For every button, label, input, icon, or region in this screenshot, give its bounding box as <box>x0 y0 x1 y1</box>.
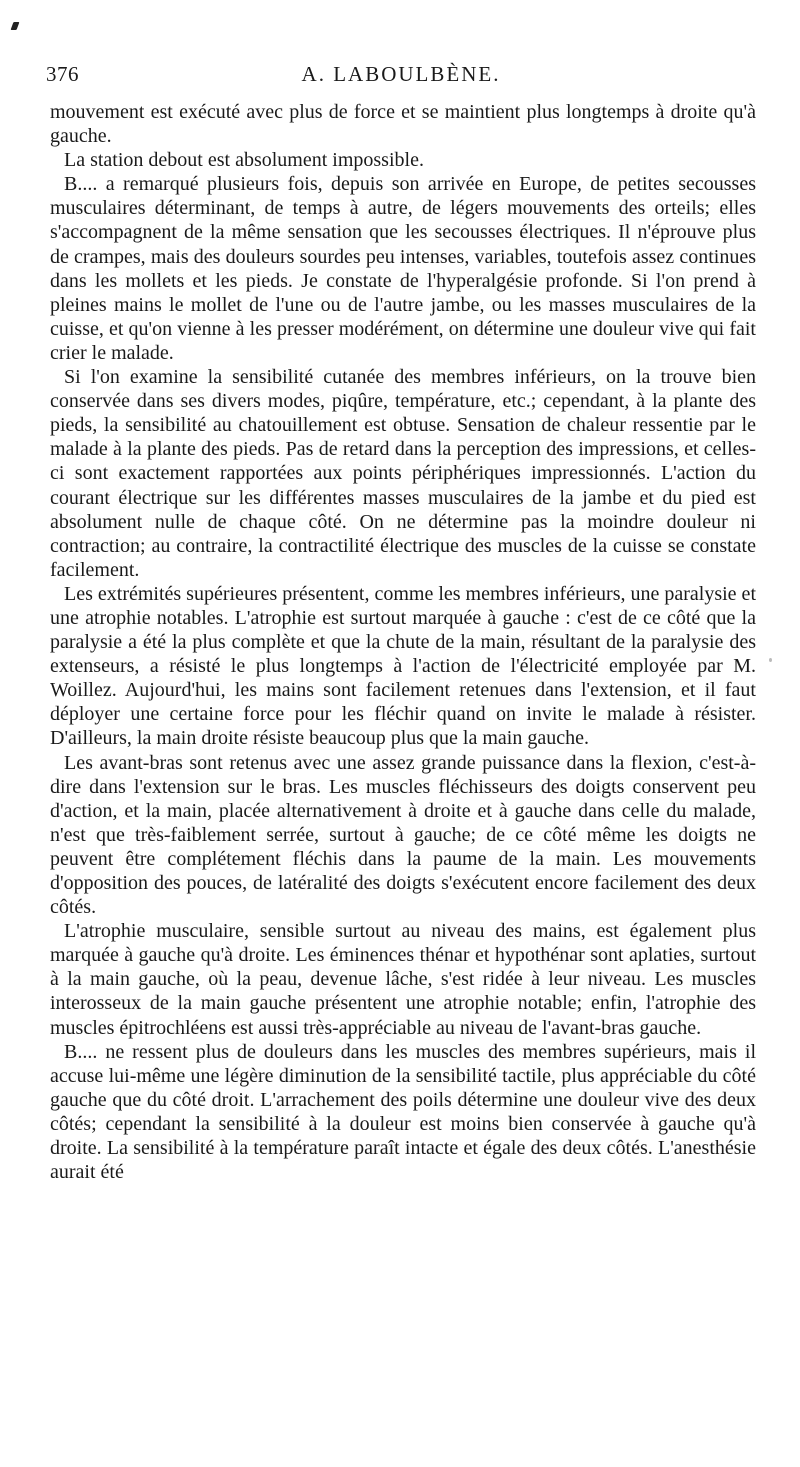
paragraph: mouvement est exécuté avec plus de force et se maintient plus longtemps à droite qu'à gauche. <box>50 101 756 148</box>
paragraph: B.... ne ressent plus de douleurs dans les muscles des membres supérieurs, mais il accuse lui-même une légère diminution de la sensibilité tactile, plus appréciable du côté gauche que du côté droit. L'arrachement des poils détermine une douleur vive des deux côtés; cependant la sensibilité à la douleur est moins bien conservée à gauche qu'à droite. La sensibilité à la température paraît intacte et égale des deux côtés. L'anesthésie aurait été <box>50 1040 756 1184</box>
page-header <box>46 62 756 92</box>
paper-speck <box>769 658 772 662</box>
paragraph: Les avant-bras sont retenus avec une assez grande puissance dans la flexion, c'est-à-dire dans l'extension sur le bras. Les muscles fléchisseurs des doigts conservent peu d'action, et la main, placée alternativement à droite et à gauche dans celle du malade, n'est que très-faiblement serrée, surtout à gauche; de ce côté même les doigts ne peuvent être complétement fléchis dans la paume de la main. Les mouvements d'opposition des pouces, de latéralité des doigts s'exécutent encore facilement des deux côtés. <box>50 751 756 919</box>
paragraph: Les extrémités supérieures présentent, comme les membres inférieurs, une paralysie et une atrophie notables. L'atrophie est surtout marquée à gauche : c'est de ce côté que la paralysie a été la plus complète et que la chute de la main, résultant de la paralysie des extenseurs, a résisté le plus longtemps à l'action de l'électricité employée par M. Woillez. Aujourd'hui, les mains sont facilement retenues dans l'extension, et il faut déployer une certaine force pour les fléchir quand on invite le malade à résister. D'ailleurs, la main droite résiste beaucoup plus que la main gauche. <box>50 582 756 750</box>
paragraph: La station debout est absolument impossible. <box>64 149 424 172</box>
ink-mark <box>11 22 20 30</box>
running-head: A. LABOULBÈNE. <box>301 62 501 86</box>
paragraph: L'atrophie musculaire, sensible surtout au niveau des mains, est également plus marquée à gauche qu'à droite. Les éminences thénar et hypothénar sont aplaties, surtout à la main gauche, où la peau, devenue lâche, s'est ridée à leur niveau. Les muscles interosseux de la main gauche présentent une atrophie notable; enfin, l'atrophie des muscles épitrochléens est aussi très-appréciable au niveau de l'avant-bras gauche. <box>50 920 756 1039</box>
paragraph: Si l'on examine la sensibilité cutanée des membres inférieurs, on la trouve bien conservée dans ses divers modes, piqûre, température, etc.; cependant, à la plante des pieds, la sensibilité au chatouillement est obtuse. Sensation de chaleur ressentie par le malade à la plante des pieds. Pas de retard dans la perception des impressions, et celles-ci sont exactement rapportées aux points périphériques impressionnés. L'action du courant électrique sur les différentes masses musculaires de la jambe et du pied est absolument nulle de chaque côté. On ne détermine pas la moindre douleur ni contraction; au contraire, la contractilité électrique des muscles de la cuisse se constate facilement. <box>50 366 756 581</box>
page-number: 376 <box>46 62 79 86</box>
body-text <box>50 100 756 1184</box>
paragraph: B.... a remarqué plusieurs fois, depuis son arrivée en Europe, de petites secousses musculaires déterminant, de temps à autre, de légers mouvements des orteils; elles s'accompagnent de la même sensation que les secousses électriques. Il n'éprouve plus de crampes, mais des douleurs sourdes peu intenses, variables, toutefois assez continues dans les mollets et les pieds. Je constate de l'hyperalgésie profonde. Si l'on prend à pleines mains le mollet de l'une ou de l'autre jambe, ou les masses musculaires de la cuisse, et qu'on vienne à les presser modérément, on détermine une douleur vive qui fait crier le malade. <box>50 173 756 364</box>
